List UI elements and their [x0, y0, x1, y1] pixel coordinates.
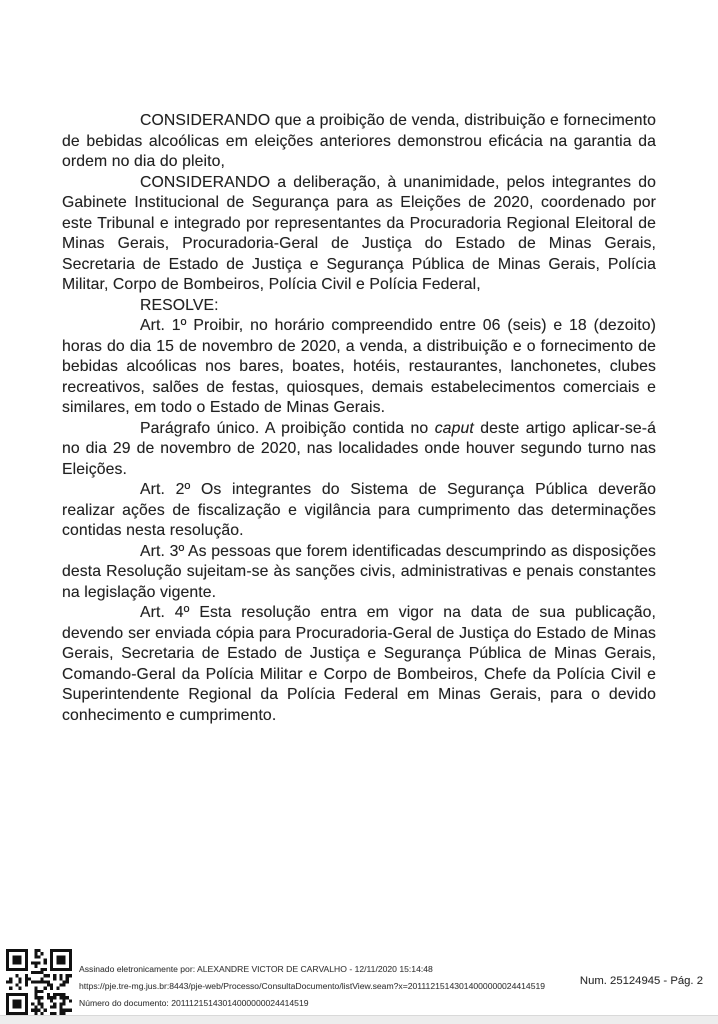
paragrafo-unico-pre: Parágrafo único. A proibição contida no [140, 419, 435, 437]
paragrafo-unico [62, 419, 656, 481]
paragrafo-unico-caput: caput [434, 419, 474, 437]
article-3: Art. 3º As pessoas que forem identificadas descumprindo as disposições desta Resolução sujeitam-se às sanções civis, administrativas e penais constantes na legislação vigente. [62, 542, 656, 601]
signature-line: Assinado eletronicamente por: ALEXANDRE VICTOR DE CARVALHO - 12/11/2020 15:14:48 [79, 964, 433, 974]
considerando-paragraph-2: CONSIDERANDO a deliberação, à unanimidade, pelos integrantes do Gabinete Institucional de Segurança para as Eleições de 2020, coordenado por este Tribunal e integrado por representantes da Procuradoria Regional Eleitoral de Minas Gerais, Procuradoria-Geral de Justiça do Estado de Minas Gerais, Secretaria de Estado de Justiça e Segurança Pública de Minas Gerais, Polícia Militar, Corpo de Bombeiros, Polícia Civil e Polícia Federal, [62, 173, 656, 293]
page-bottom-edge [0, 1015, 718, 1024]
considerando-paragraph-1: CONSIDERANDO que a proibição de venda, distribuição e fornecimento de bebidas alcoólicas em eleições anteriores demonstrou eficácia na garantia da ordem no dia do pleito, [62, 112, 656, 170]
resolve-heading: RESOLVE: [140, 296, 219, 314]
qr-code-svg [6, 949, 72, 1015]
verification-url: https://pje.tre-mg.jus.br:8443/pje-web/Processo/ConsultaDocumento/listView.seam?x=20111215143014000000024414519 [79, 980, 546, 991]
article-4: Art. 4º Esta resolução entra em vigor na data de sua publicação, devendo ser enviada cópia para Procuradoria-Geral de Justiça do Estado de Minas Gerais, Secretaria de Estado de Justiça e Segurança Pública de Minas Gerais, Comando-Geral da Polícia Militar e Corpo de Bombeiros, Chefe da Polícia Civil e Superintendente Regional da Polícia Federal em Minas Gerais, para o devido conhecimento e cumprimento. [62, 604, 656, 724]
article-1: Art. 1º Proibir, no horário compreendido entre 06 (seis) e 18 (dezoito) horas do dia 15 de novembro de 2020, a venda, a distribuição e o fornecimento de bebidas alcoólicas nos bares, boates, hotéis, restaurantes, lanchonetes, clubes recreativos, salões de festas, quiosques, demais estabelecimentos comerciais e similares, em todo o Estado de Minas Gerais. [62, 317, 656, 416]
paragrafo-unico-post: deste artigo aplicar-se-á no dia 29 de novembro de 2020, nas localidades onde houver segundo turno nas Eleições. [62, 419, 656, 478]
signature-footer [79, 961, 545, 1011]
qr-code [6, 949, 72, 1015]
page-number-label: Num. 25124945 - Pág. 2 [579, 975, 703, 987]
document-number: Número do documento: 20111215143014000000024414519 [79, 997, 309, 1008]
document-body [62, 111, 656, 726]
article-2: Art. 2º Os integrantes do Sistema de Segurança Pública deverão realizar ações de fiscalização e vigilância para cumprimento das determinações contidas nesta resolução. [62, 481, 656, 539]
